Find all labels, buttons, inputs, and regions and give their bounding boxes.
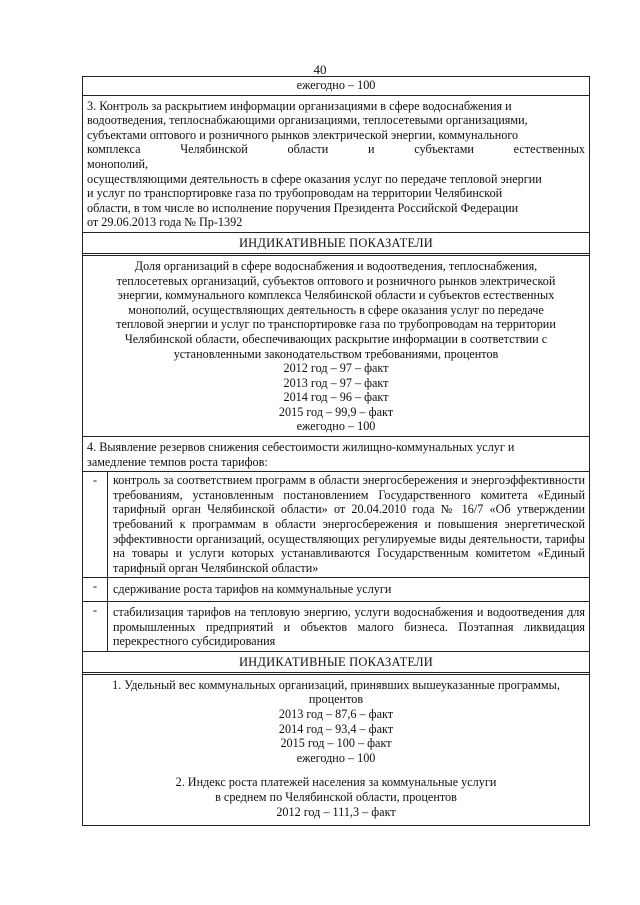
indicator-1-row (83, 256, 589, 437)
indicator-2-1-title-line: 1. Удельный вес коммунальных организаций, принявших вышеуказанные программы, (112, 677, 560, 692)
indicator-2-1-value: 2015 год – 100 – факт (280, 736, 392, 751)
section-3-line: субъектами оптового и розничного рынков электрической энергии, коммунального (87, 127, 519, 142)
section-3-line: области, в том числе во исполнение поручения Президента Российской Федерации (87, 200, 519, 215)
indicator-2-1-value: ежегодно – 100 (296, 750, 376, 765)
section-3-line: 3. Контроль за раскрытием информации организациями в сфере водоснабжения и (87, 98, 512, 113)
indicator-1-value: 2014 год – 96 – факт (283, 390, 389, 405)
bullet-text: стабилизация тарифов на тепловую энергию, услуги водоснабжения и водоотведения для промышленных предприятий и объектов малого бизнеса. Поэтапная ликвидация перекрестного субсидирования (113, 605, 585, 649)
indicator-2-2-title-line: 2. Индекс роста платежей населения за коммунальные услуги (175, 775, 497, 790)
indicator-2-1-value: 2014 год – 93,4 – факт (278, 721, 394, 736)
section-4-row (83, 437, 589, 472)
bullet-text: сдерживание роста тарифов на коммунальные услуги (113, 582, 392, 597)
section-4-line: 4. Выявление резервов снижения себестоимости жилищно-коммунальных услуг и (87, 440, 515, 455)
page-number: 40 (313, 62, 327, 77)
indicator-2-row (83, 675, 589, 826)
indicator-1-value: 2012 год – 97 – факт (283, 361, 389, 376)
indicators-header-1 (83, 233, 589, 256)
indicators-header-1-text: ИНДИКАТИВНЫЕ ПОКАЗАТЕЛИ (238, 235, 434, 250)
indicator-1-value: ежегодно – 100 (296, 419, 376, 434)
indicator-1-description-line: установленными законодательством требованиями, процентов (173, 346, 499, 361)
indicator-2-1-value: 2013 год – 87,6 – факт (278, 706, 394, 721)
indicator-1-description-line: Челябинской области, обеспечивающих раскрытие информации в соответствии с (124, 331, 548, 346)
document-table (82, 76, 590, 826)
bullet-mark: - (83, 578, 108, 601)
indicator-1-value: 2015 год – 99,9 – факт (278, 404, 394, 419)
bullet-mark: - (83, 472, 108, 577)
bullet-row (83, 578, 589, 602)
top-fragment-row (83, 77, 589, 96)
section-3-line: комплекса Челябинской области и субъектами естественных монополий, (87, 142, 585, 171)
indicator-2-2-title-line: в среднем по Челябинской области, процентов (215, 789, 457, 804)
indicators-header-2 (83, 652, 589, 675)
spacer (87, 765, 585, 775)
indicator-2-1-title-line: процентов (308, 692, 364, 707)
indicator-1-description-line: теплосетевых организаций, субъектов оптового и розничного рынков электрической (116, 273, 556, 288)
indicator-1-description-line: Доля организаций в сфере водоснабжения и водоотведения, теплоснабжения, (134, 258, 538, 273)
section-3-line: водоотведения, теплоснабжающими организациями, теплосетевыми организациями, (87, 113, 528, 128)
bullet-row (83, 602, 589, 652)
bullet-mark: - (83, 602, 108, 651)
section-3-row (83, 96, 589, 233)
indicators-header-2-text: ИНДИКАТИВНЫЕ ПОКАЗАТЕЛИ (238, 654, 434, 669)
indicator-2-2-value: 2012 год – 111,3 – факт (276, 804, 396, 819)
section-4-line: замедление темпов роста тарифов: (87, 454, 268, 469)
bullet-text: контроль за соответствием программ в области энергосбережения и энергоэффективности требованиям, установленным постановлением Государственного комитета «Единый тарифный орган Челябинской области» от 20.04.2010 года № 16/7 «Об утверждении требований к программам в области энергосбережения и повышения энергетической эффективности организаций, осуществляющих регулируемые виды деятельности, тарифы на товары и услуги которых устанавливаются Государственным комитетом «Единый тарифный орган Челябинской области» (113, 473, 585, 575)
indicator-1-value: 2013 год – 97 – факт (283, 375, 389, 390)
section-3-line: и услуг по транспортировке газа по трубопроводам на территории Челябинской (87, 186, 503, 201)
bullet-row (83, 472, 589, 578)
indicator-1-description-line: энергии, коммунального комплекса Челябинской области и субъектов естественных (117, 288, 555, 303)
indicator-1-description-line: монополий, осуществляющих деятельность в сфере оказания услуг по передаче (128, 302, 544, 317)
top-fragment-text: ежегодно – 100 (296, 78, 376, 92)
indicator-1-description-line: тепловой энергии и услуг по транспортировке газа по трубопроводам на территории (116, 317, 556, 332)
section-3-line: от 29.06.2013 года № Пр-1392 (87, 215, 243, 230)
section-3-line: осуществляющими деятельность в сфере оказания услуг по передаче тепловой энергии (87, 171, 542, 186)
